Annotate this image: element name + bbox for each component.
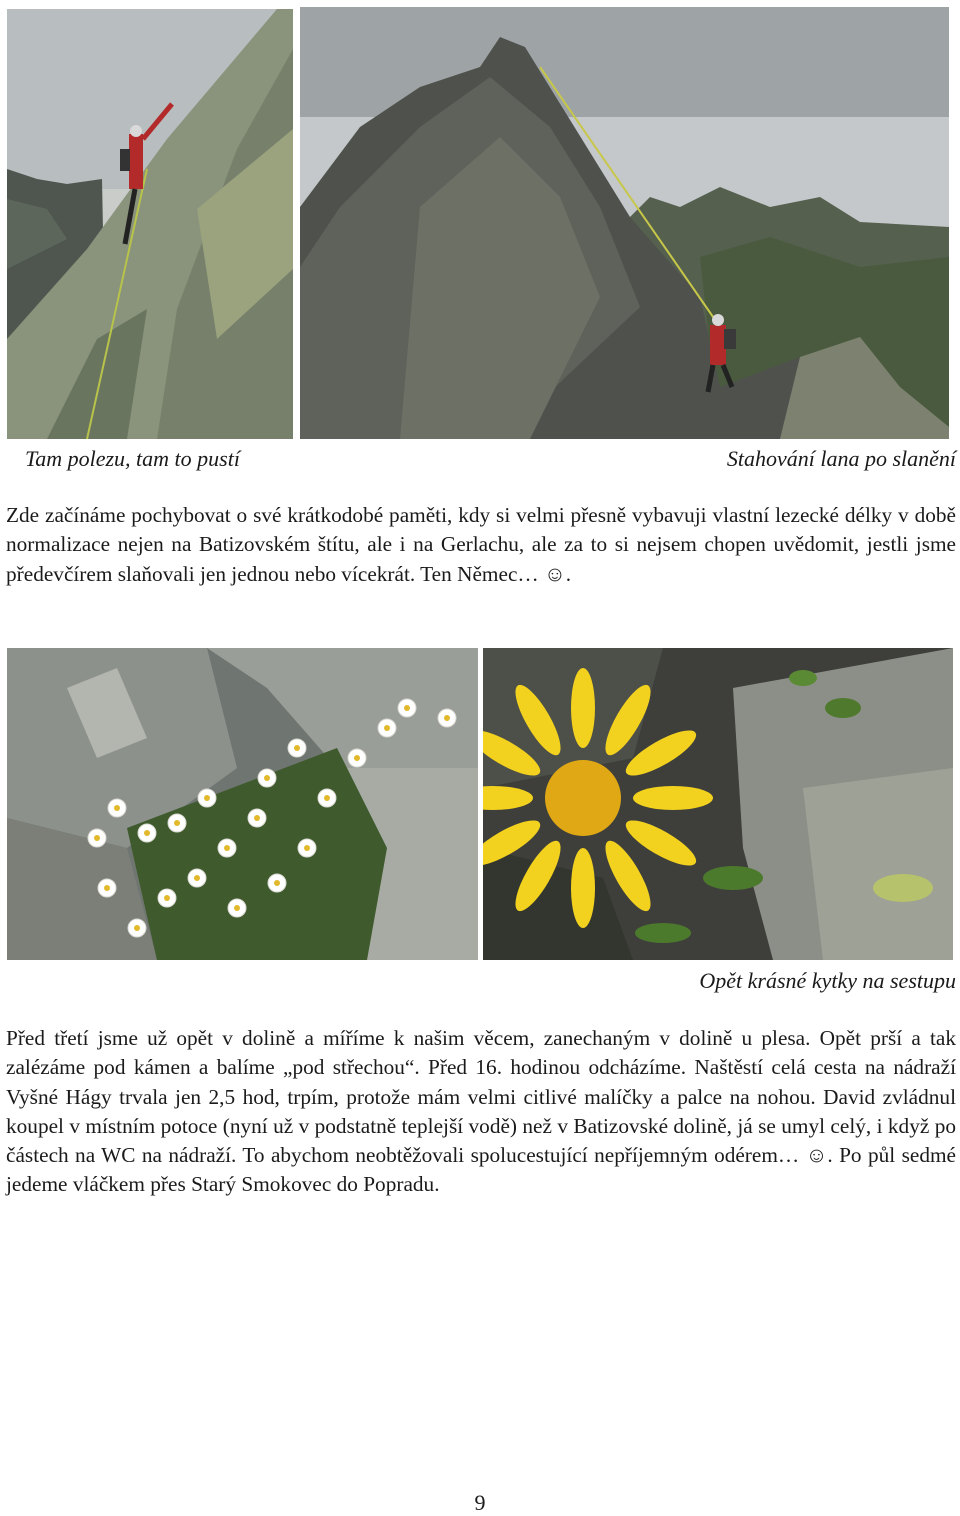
paragraph-memory: Zde začínáme pochybovat o své krátkodobé paměti, kdy si velmi přesně vybavuji vlastní lezecké délky v době normalizace nejen na Batizovském štítu, ale i na Gerlachu, ale za to si nejsem chopen uvědomit, jestli jsme předevčírem slaňovali jen jednou nebo vícekrát. Ten Němec… ☺. [6, 503, 956, 586]
photo-rope-pulling [300, 7, 949, 439]
caption-climber: Tam polezu, tam to pustí [25, 446, 240, 471]
page-number: 9 [474, 1490, 486, 1515]
caption-rope: Stahování lana po slanění [726, 446, 956, 471]
photo-white-daisies [7, 648, 478, 960]
paragraph-descent: Před třetí jsme už opět v dolině a míříme k našim věcem, zanechaným v dolině u plesa. Opět prší a tak zalézáme pod kámen a balíme „pod střechou“. Před 16. hodinou odcházíme. Naštěstí celá cesta na nádraží Vyšné Hágy trvala jen 2,5 hod, trpím, protože mám velmi citlivé malíčky a palce na nohou. David zvládnul koupel v místním potoce (nyní už v podstatně teplejší vodě) než v Batizovské dolině, já se umyl celý, i když po částech na WC na nádraží. To abychom neobtěžovali spolucestující nepříjemným odérem… ☺. Po půl sedmé jedeme vláčkem přes Starý Smokovec do Popradu. [6, 1026, 956, 1197]
caption-flowers: Opět krásné kytky na sestupu [699, 968, 956, 993]
photo-climber-on-slab [7, 9, 293, 439]
photo-yellow-flower [483, 648, 953, 960]
